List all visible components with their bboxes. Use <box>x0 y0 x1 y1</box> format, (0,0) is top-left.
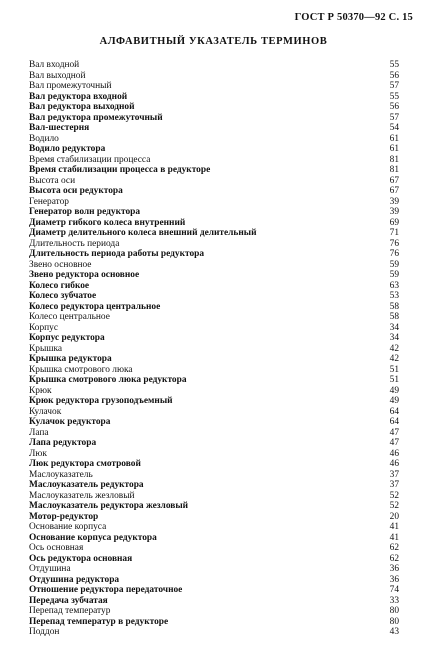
entry-term: Генератор <box>29 196 69 207</box>
index-entry <box>29 302 399 313</box>
entry-term: Ось редуктора основная <box>29 553 133 564</box>
entry-page-number: 67 <box>389 175 399 186</box>
entry-term: Колесо зубчатое <box>29 291 97 301</box>
entry-page-number: 36 <box>389 564 399 574</box>
entry-term: Вал редуктора выходной <box>29 102 135 112</box>
entry-term: Звено основное <box>29 259 92 270</box>
entry-page-number: 71 <box>389 228 399 238</box>
entry-page-number: 55 <box>389 60 399 70</box>
entry-term: Отдушина редуктора <box>29 574 120 585</box>
index-entry <box>29 375 399 386</box>
index-entry <box>29 281 399 292</box>
entry-page-number: 81 <box>389 154 399 165</box>
index-entry <box>29 417 399 428</box>
entry-term: Звено редуктора основное <box>29 270 140 280</box>
entry-page-number: 58 <box>389 312 399 322</box>
entry-term: Кулачок редуктора <box>29 417 111 427</box>
index-entry <box>29 113 399 124</box>
entry-page-number: 41 <box>389 532 399 543</box>
entry-term: Вал редуктора входной <box>29 91 128 102</box>
entry-page-number: 52 <box>389 490 399 501</box>
entry-page-number: 63 <box>389 280 399 291</box>
entry-page-number: 49 <box>389 385 399 396</box>
index-entry <box>29 228 399 239</box>
entry-page-number: 62 <box>389 553 399 564</box>
index-entry <box>29 134 399 145</box>
entry-page-number: 59 <box>389 259 399 270</box>
entry-term: Мотор-редуктор <box>29 511 99 522</box>
entry-term: Колесо центральное <box>29 312 110 322</box>
index-entry <box>29 197 399 208</box>
index-entry <box>29 396 399 407</box>
entry-page-number: 34 <box>389 333 399 343</box>
entry-page-number: 39 <box>389 207 399 217</box>
entry-term: Ось основная <box>29 543 84 553</box>
entry-page-number: 64 <box>389 417 399 427</box>
index-entry <box>29 365 399 376</box>
entry-page-number: 51 <box>389 375 399 385</box>
index-entry <box>29 407 399 418</box>
index-entry <box>29 249 399 260</box>
entry-term: Водило <box>29 133 59 144</box>
index-entry <box>29 60 399 71</box>
index-entry <box>29 449 399 460</box>
entry-term: Люк <box>29 448 47 459</box>
index-entry <box>29 81 399 92</box>
index-entry <box>29 312 399 323</box>
entry-term: Диаметр делительного колеса внешний делительный <box>29 228 257 238</box>
entry-page-number: 47 <box>389 427 399 438</box>
index-entry <box>29 71 399 82</box>
entry-term: Высота оси редуктора <box>29 186 123 196</box>
entry-term: Лапа <box>29 427 49 438</box>
entry-term: Передача зубчатая <box>29 595 108 606</box>
entry-term: Маслоуказатель <box>29 469 93 480</box>
entry-page-number: 62 <box>389 543 399 553</box>
index-entry <box>29 491 399 502</box>
entry-page-number: 56 <box>389 102 399 112</box>
index-entry <box>29 176 399 187</box>
entry-page-number: 80 <box>389 606 399 616</box>
entry-page-number: 46 <box>389 459 399 469</box>
entry-page-number: 76 <box>389 238 399 249</box>
entry-page-number: 81 <box>389 165 399 175</box>
index-entry <box>29 344 399 355</box>
entry-page-number: 57 <box>389 81 399 91</box>
entry-page-number: 54 <box>389 123 399 133</box>
entry-page-number: 57 <box>389 112 399 123</box>
entry-page-number: 42 <box>389 343 399 354</box>
index-entry <box>29 323 399 334</box>
index-entry <box>29 102 399 113</box>
entry-page-number: 64 <box>389 406 399 417</box>
entry-page-number: 58 <box>389 301 399 312</box>
entry-page-number: 53 <box>389 291 399 301</box>
entry-term: Основание корпуса <box>29 522 107 532</box>
entry-page-number: 34 <box>389 322 399 333</box>
index-entry <box>29 596 399 607</box>
index-entry <box>29 218 399 229</box>
page-header: ГОСТ Р 50370—92 С. 15 <box>294 12 413 23</box>
entry-term: Основание корпуса редуктора <box>29 532 157 543</box>
entry-term: Отдушина <box>29 564 71 574</box>
entry-page-number: 43 <box>389 627 399 637</box>
entry-page-number: 52 <box>389 501 399 511</box>
index-entry <box>29 333 399 344</box>
index-entry <box>29 239 399 250</box>
index-entry <box>29 543 399 554</box>
entry-page-number: 47 <box>389 438 399 448</box>
entry-page-number: 76 <box>389 249 399 259</box>
entry-page-number: 46 <box>389 448 399 459</box>
term-index <box>29 60 399 638</box>
entry-term: Крышка смотрового люка редуктора <box>29 375 187 385</box>
entry-page-number: 33 <box>389 595 399 606</box>
index-entry <box>29 470 399 481</box>
entry-term: Перепад температур <box>29 606 111 616</box>
index-entry <box>29 617 399 628</box>
index-entry <box>29 207 399 218</box>
index-entry <box>29 522 399 533</box>
entry-page-number: 37 <box>389 469 399 480</box>
index-entry <box>29 155 399 166</box>
index-entry <box>29 554 399 565</box>
entry-term: Вал редуктора промежуточный <box>29 112 163 123</box>
index-entry <box>29 575 399 586</box>
entry-term: Маслоуказатель редуктора <box>29 480 144 490</box>
index-entry <box>29 585 399 596</box>
entry-term: Маслоуказатель жезловый <box>29 490 135 501</box>
index-entry <box>29 386 399 397</box>
entry-page-number: 51 <box>389 364 399 375</box>
index-title: АЛФАВИТНЫЙ УКАЗАТЕЛЬ ТЕРМИНОВ <box>99 36 328 47</box>
index-entry <box>29 459 399 470</box>
entry-page-number: 39 <box>389 196 399 207</box>
index-entry <box>29 501 399 512</box>
entry-term: Вал промежуточный <box>29 81 112 91</box>
entry-term: Колесо редуктора центральное <box>29 301 161 312</box>
entry-term: Отношение редуктора передаточное <box>29 585 183 595</box>
entry-term: Корпус <box>29 322 59 333</box>
index-entry <box>29 512 399 523</box>
entry-term: Длительность периода работы редуктора <box>29 249 205 259</box>
entry-term: Крюк редуктора грузоподъемный <box>29 396 173 406</box>
entry-page-number: 56 <box>389 70 399 81</box>
entry-page-number: 59 <box>389 270 399 280</box>
entry-page-number: 37 <box>389 480 399 490</box>
index-entry <box>29 627 399 638</box>
entry-page-number: 20 <box>389 511 399 522</box>
entry-term: Крышка редуктора <box>29 354 112 364</box>
entry-page-number: 49 <box>389 396 399 406</box>
index-entry <box>29 606 399 617</box>
entry-term: Вал входной <box>29 60 80 70</box>
index-entry <box>29 428 399 439</box>
entry-page-number: 36 <box>389 574 399 585</box>
entry-term: Время стабилизации процесса <box>29 154 151 165</box>
entry-term: Время стабилизации процесса в редукторе <box>29 165 211 175</box>
index-entry <box>29 186 399 197</box>
index-entry <box>29 123 399 134</box>
entry-term: Поддон <box>29 627 60 637</box>
entry-page-number: 80 <box>389 616 399 627</box>
index-entry <box>29 564 399 575</box>
entry-term: Диаметр гибкого колеса внутренний <box>29 217 186 228</box>
entry-term: Перепад температур в редукторе <box>29 616 169 627</box>
entry-term: Крюк <box>29 385 52 396</box>
entry-page-number: 61 <box>389 144 399 154</box>
entry-page-number: 67 <box>389 186 399 196</box>
index-entry <box>29 533 399 544</box>
entry-term: Колесо гибкое <box>29 280 90 291</box>
entry-term: Вал-шестерня <box>29 123 90 133</box>
entry-page-number: 69 <box>389 217 399 228</box>
entry-term: Водило редуктора <box>29 144 106 154</box>
entry-page-number: 74 <box>389 585 399 595</box>
entry-term: Корпус редуктора <box>29 333 105 343</box>
entry-term: Люк редуктора смотровой <box>29 459 141 469</box>
index-entry <box>29 144 399 155</box>
entry-page-number: 55 <box>389 91 399 102</box>
entry-term: Генератор волн редуктора <box>29 207 141 217</box>
entry-term: Кулачок <box>29 406 62 417</box>
index-entry <box>29 270 399 281</box>
entry-term: Лапа редуктора <box>29 438 97 448</box>
index-entry <box>29 165 399 176</box>
entry-term: Вал выходной <box>29 70 86 81</box>
entry-term: Крышка смотрового люка <box>29 364 133 375</box>
index-entry <box>29 438 399 449</box>
index-entry <box>29 480 399 491</box>
entry-term: Крышка <box>29 343 63 354</box>
entry-term: Маслоуказатель редуктора жезловый <box>29 501 189 511</box>
index-entry <box>29 260 399 271</box>
index-entry <box>29 354 399 365</box>
entry-term: Высота оси <box>29 175 76 186</box>
index-entry <box>29 92 399 103</box>
index-entry <box>29 291 399 302</box>
entry-term: Длительность периода <box>29 238 120 249</box>
entry-page-number: 41 <box>389 522 399 532</box>
entry-page-number: 42 <box>389 354 399 364</box>
entry-page-number: 61 <box>389 133 399 144</box>
